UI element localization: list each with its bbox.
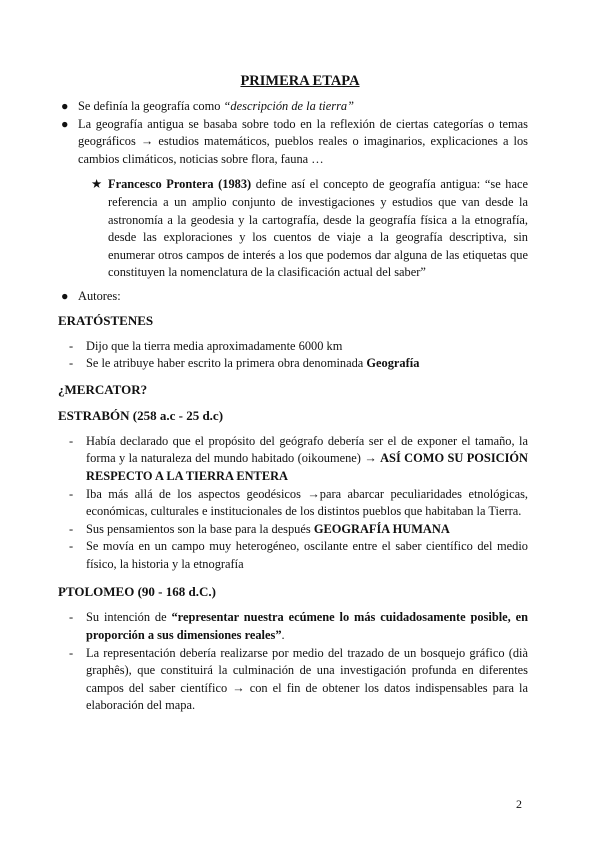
dash-icon: -	[69, 356, 74, 371]
bullet-item: ● Autores:	[78, 288, 528, 306]
bullet-icon: ●	[61, 99, 69, 113]
dash-icon: -	[69, 610, 74, 625]
page-number: 2	[516, 797, 522, 811]
dash-icon: -	[69, 433, 74, 448]
section-heading: ¿MERCATOR?	[58, 381, 148, 397]
section-heading: ERATÓSTENES	[58, 312, 154, 328]
bullet-icon: ●	[61, 116, 69, 131]
bullet-item: ● Se definía la geografía como “descripción de la tierra”	[78, 98, 528, 116]
dash-item: - Había declarado que el propósito del geógrafo debería ser el de exponer el tamaño, la forma y la naturaleza del mundo habitado (oikoumene) → ASÍ COMO SU POSICIÓN RESPECTO A LA TIERRA ENTERA	[69, 433, 528, 483]
section-heading: ESTRABÓN (258 a.c - 25 d.c)	[58, 407, 224, 423]
bullet-icon: ●	[61, 288, 69, 303]
dash-item: - Se le atribuye haber escrito la primera obra denominada Geografía	[86, 355, 528, 373]
dash-item: - Iba más allá de los aspectos geodésicos →para abarcar peculiaridades etnológicas, económicas, culturales e institucionales de los distintos pueblos que habitaban la Tierra.	[69, 486, 528, 519]
dash-item: - Dijo que la tierra media aproximadamente 6000 km	[86, 338, 528, 356]
star-icon: ★	[91, 177, 103, 192]
dash-icon: -	[69, 645, 74, 660]
dash-icon: -	[69, 486, 74, 501]
quote-item: ★ Francesco Prontera (1983) define así el concepto de geografía antigua: “se hace referencia a un amplio conjunto de investigaciones y estudios que van desde la astronomía a la geodesia y la cartografía, desde la geografía física a la etnografía, desde las exploraciones y los cuentos de viaje a la geografía descriptiva, sin enumerar otros campos de interés a los que podemos dar alguna de las etiquetas que constituyen la nomenclatura de la clasificación actual del saber”	[91, 177, 528, 280]
dash-icon: -	[69, 338, 74, 353]
dash-icon: -	[69, 539, 74, 554]
section-heading: PTOLOMEO (90 - 168 d.C.)	[58, 584, 216, 600]
page-title: PRIMERA ETAPA	[240, 73, 360, 89]
dash-item: - Su intención de “representar nuestra ecúmene lo más cuidadosamente posible, en proporción a sus dimensiones reales”.	[69, 610, 528, 643]
dash-item: - Se movía en un campo muy heterogéneo, oscilante entre el saber científico del medio físico, la historia y la etnografía	[69, 539, 528, 571]
dash-icon: -	[69, 521, 74, 536]
bullet-item: ● La geografía antigua se basaba sobre todo en la reflexión de ciertas categorías o temas geográficos → estudios matemáticos, pueblos reales o imaginarios, explicaciones a los cambios climáticos, noticias sobre flora, fauna …	[61, 116, 528, 166]
dash-item: - La representación debería realizarse por medio del trazado de un bosquejo gráfico (dià graphês), que constituirá la culminación de una investigación profunda en diferentes campos del saber científico → con el fin de obtener los datos indispensables para la elaboración del mapa.	[69, 645, 528, 713]
dash-item: - Sus pensamientos son la base para la después GEOGRAFÍA HUMANA	[86, 521, 528, 539]
